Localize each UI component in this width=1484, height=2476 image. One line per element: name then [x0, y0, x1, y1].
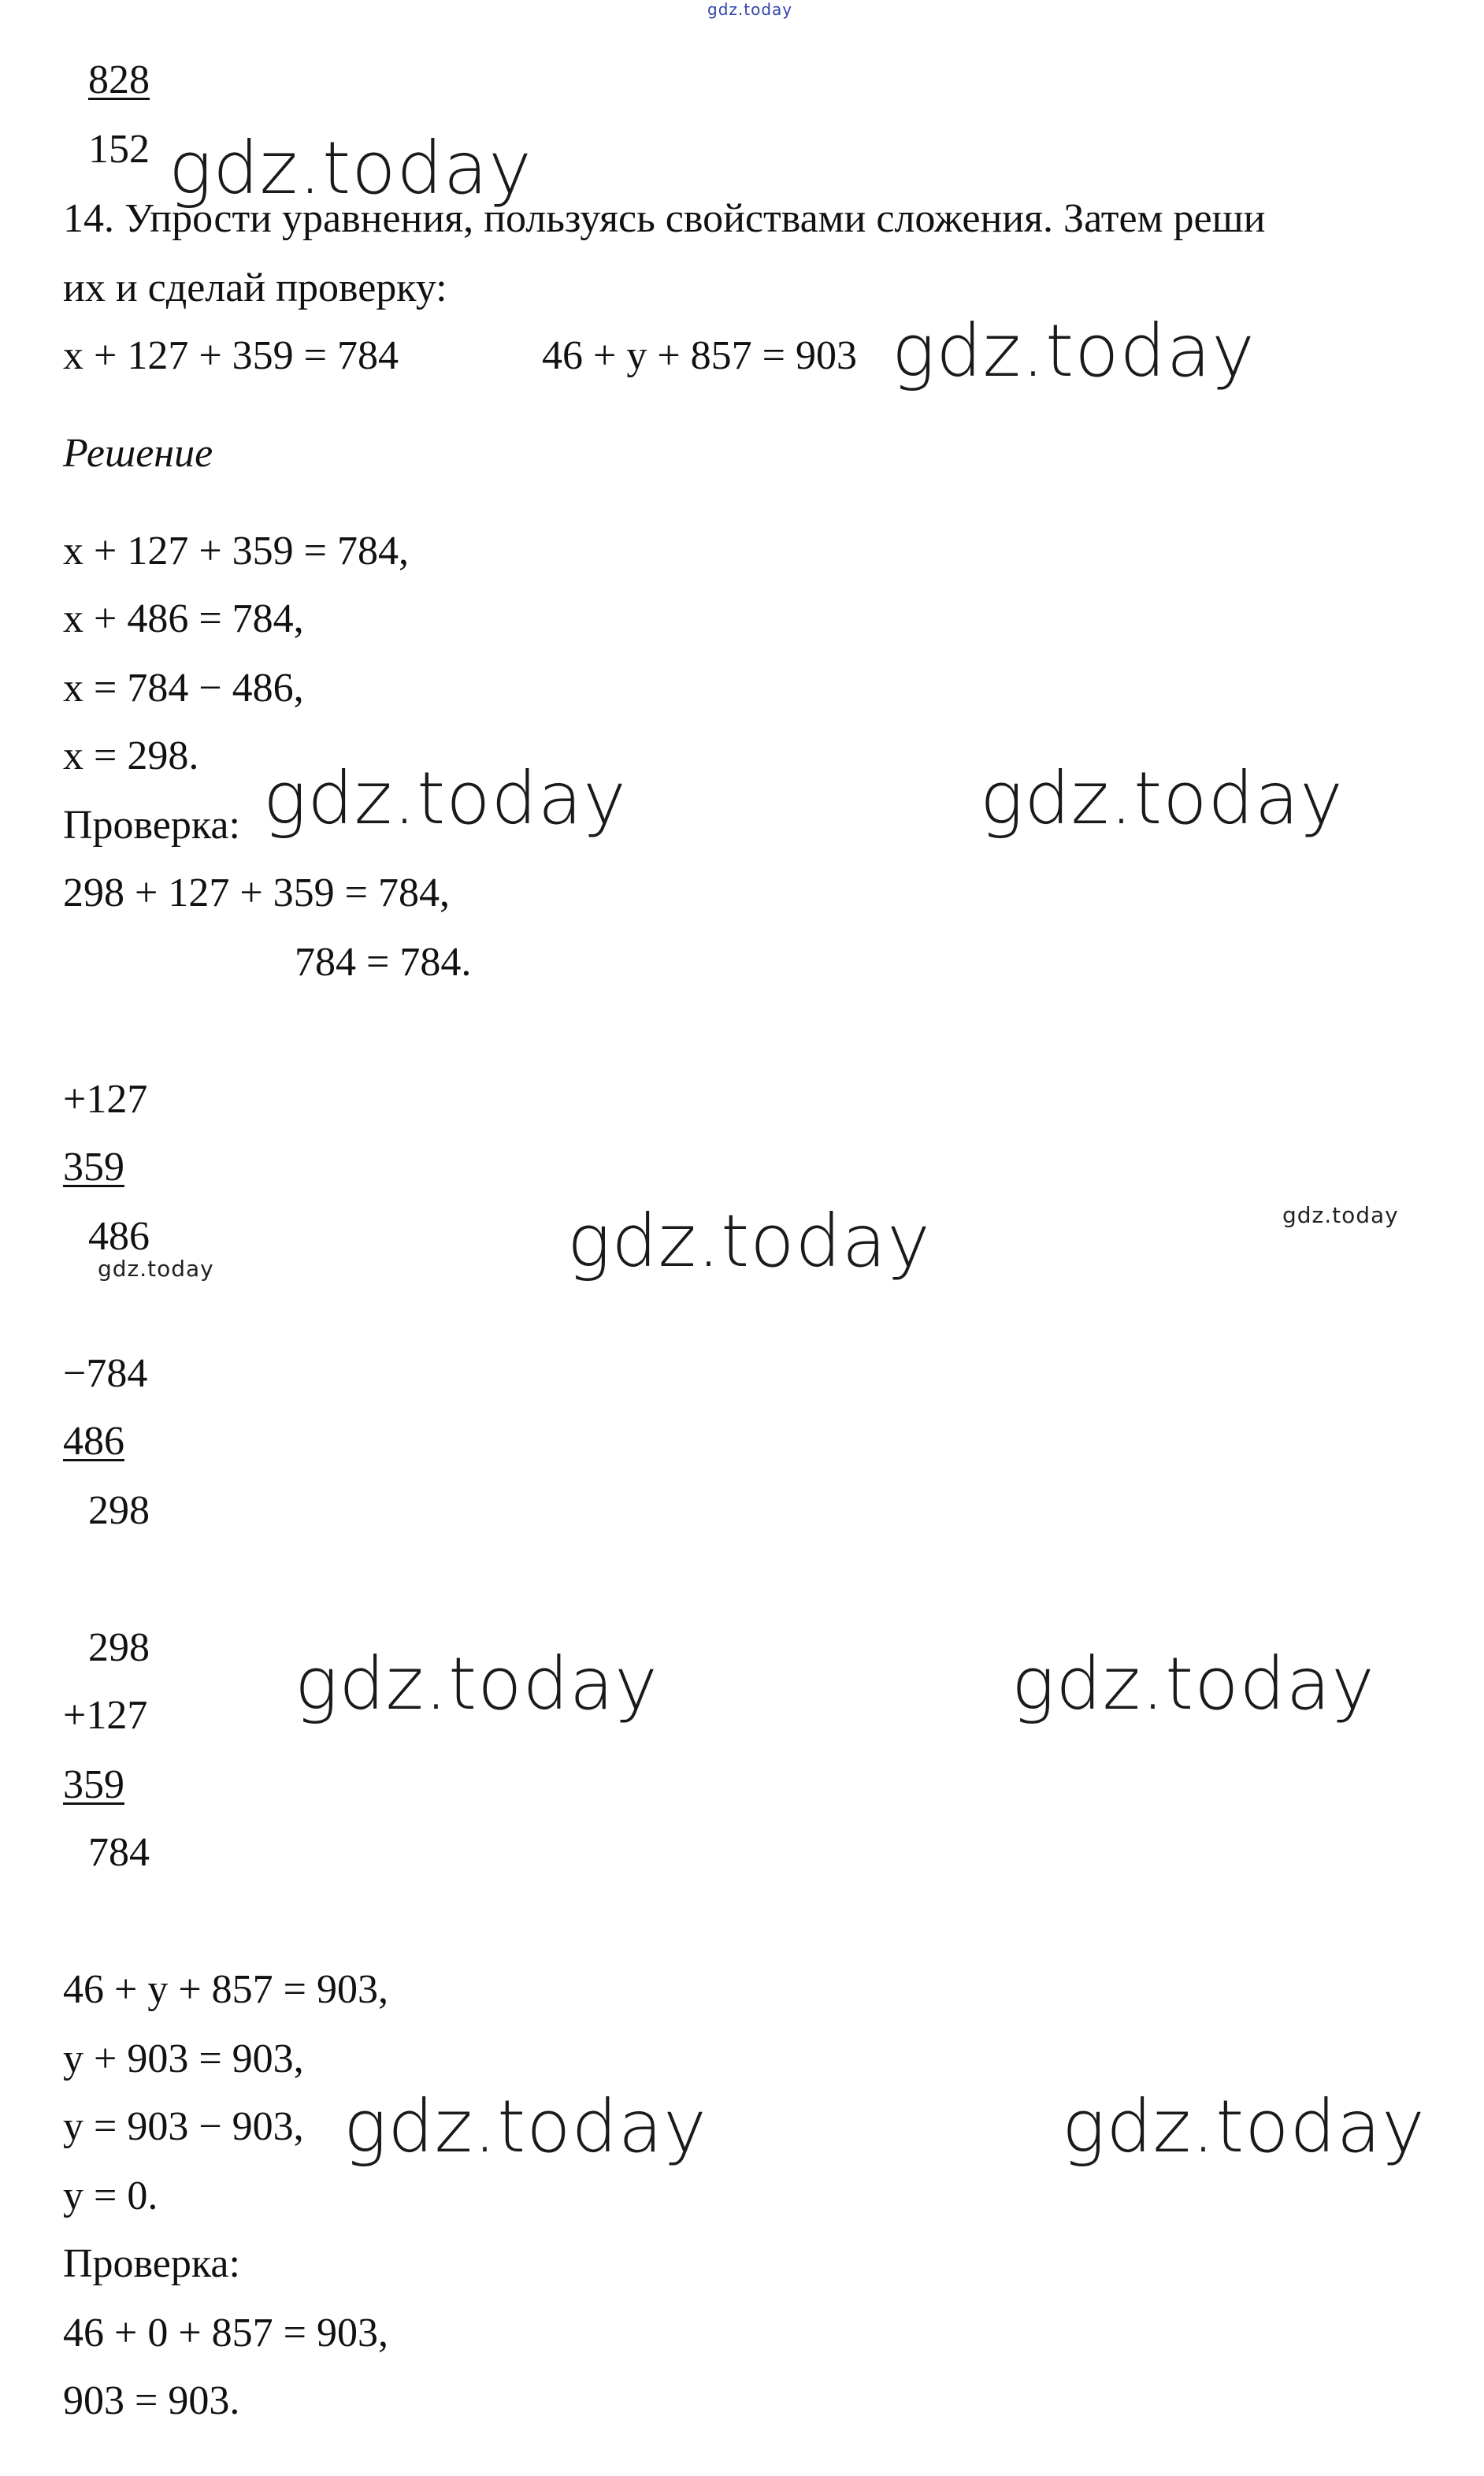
col-add2-c: 359	[63, 1762, 124, 1807]
part1-step-4: x = 298.	[63, 733, 199, 778]
col-add2-a: 298	[88, 1625, 150, 1670]
task-line-2: их и сделай проверку:	[63, 265, 447, 310]
col-add1-result: 486	[88, 1214, 150, 1259]
watermark-6: gdz.today	[567, 1199, 931, 1283]
task-equation-2: 46 + y + 857 = 903	[542, 333, 857, 378]
part1-step-3: x = 784 − 486,	[63, 666, 304, 711]
col-add1-b: 359	[63, 1145, 124, 1190]
part2-check-label: Проверка:	[63, 2241, 240, 2286]
part1-check-2: 784 = 784.	[295, 940, 472, 985]
col-sub1-a: −784	[63, 1351, 148, 1396]
col-add2-result: 784	[88, 1830, 150, 1875]
watermark-4: gdz.today	[980, 756, 1344, 841]
watermark-2: gdz.today	[892, 309, 1256, 393]
watermark-9: gdz.today	[1011, 1642, 1375, 1726]
col-sub1-result: 298	[88, 1488, 150, 1533]
watermark-1: gdz.today	[169, 126, 532, 210]
part1-check-1: 298 + 127 + 359 = 784,	[63, 870, 450, 915]
col-add2-b: +127	[63, 1693, 148, 1738]
part1-check-label: Проверка:	[63, 803, 240, 848]
part2-check-2: 903 = 903.	[63, 2378, 240, 2423]
watermark-top: gdz.today	[707, 0, 793, 19]
solution-label: Решение	[63, 431, 213, 476]
watermark-8: gdz.today	[295, 1642, 659, 1726]
top-calc-b: 152	[88, 127, 150, 172]
part1-step-1: x + 127 + 359 = 784,	[63, 529, 409, 574]
part2-step-2: y + 903 = 903,	[63, 2036, 304, 2081]
watermark-7: gdz.today	[1282, 1202, 1399, 1228]
part1-step-2: x + 486 = 784,	[63, 596, 304, 641]
watermark-3: gdz.today	[263, 756, 627, 841]
col-sub1-b: 486	[63, 1419, 124, 1464]
watermark-5: gdz.today	[98, 1256, 214, 1282]
part2-step-1: 46 + y + 857 = 903,	[63, 1967, 388, 2012]
part2-step-3: y = 903 − 903,	[63, 2104, 304, 2149]
watermark-10: gdz.today	[343, 2084, 707, 2169]
task-line-1: 14. Упрости уравнения, пользуясь свойствами сложения. Затем реши	[63, 196, 1266, 241]
watermark-11: gdz.today	[1062, 2084, 1426, 2169]
col-add1-a: +127	[63, 1077, 148, 1122]
part2-check-1: 46 + 0 + 857 = 903,	[63, 2311, 388, 2355]
task-equation-1: x + 127 + 359 = 784	[63, 333, 399, 378]
top-calc-a: 828	[88, 58, 150, 102]
part2-step-4: y = 0.	[63, 2173, 158, 2218]
